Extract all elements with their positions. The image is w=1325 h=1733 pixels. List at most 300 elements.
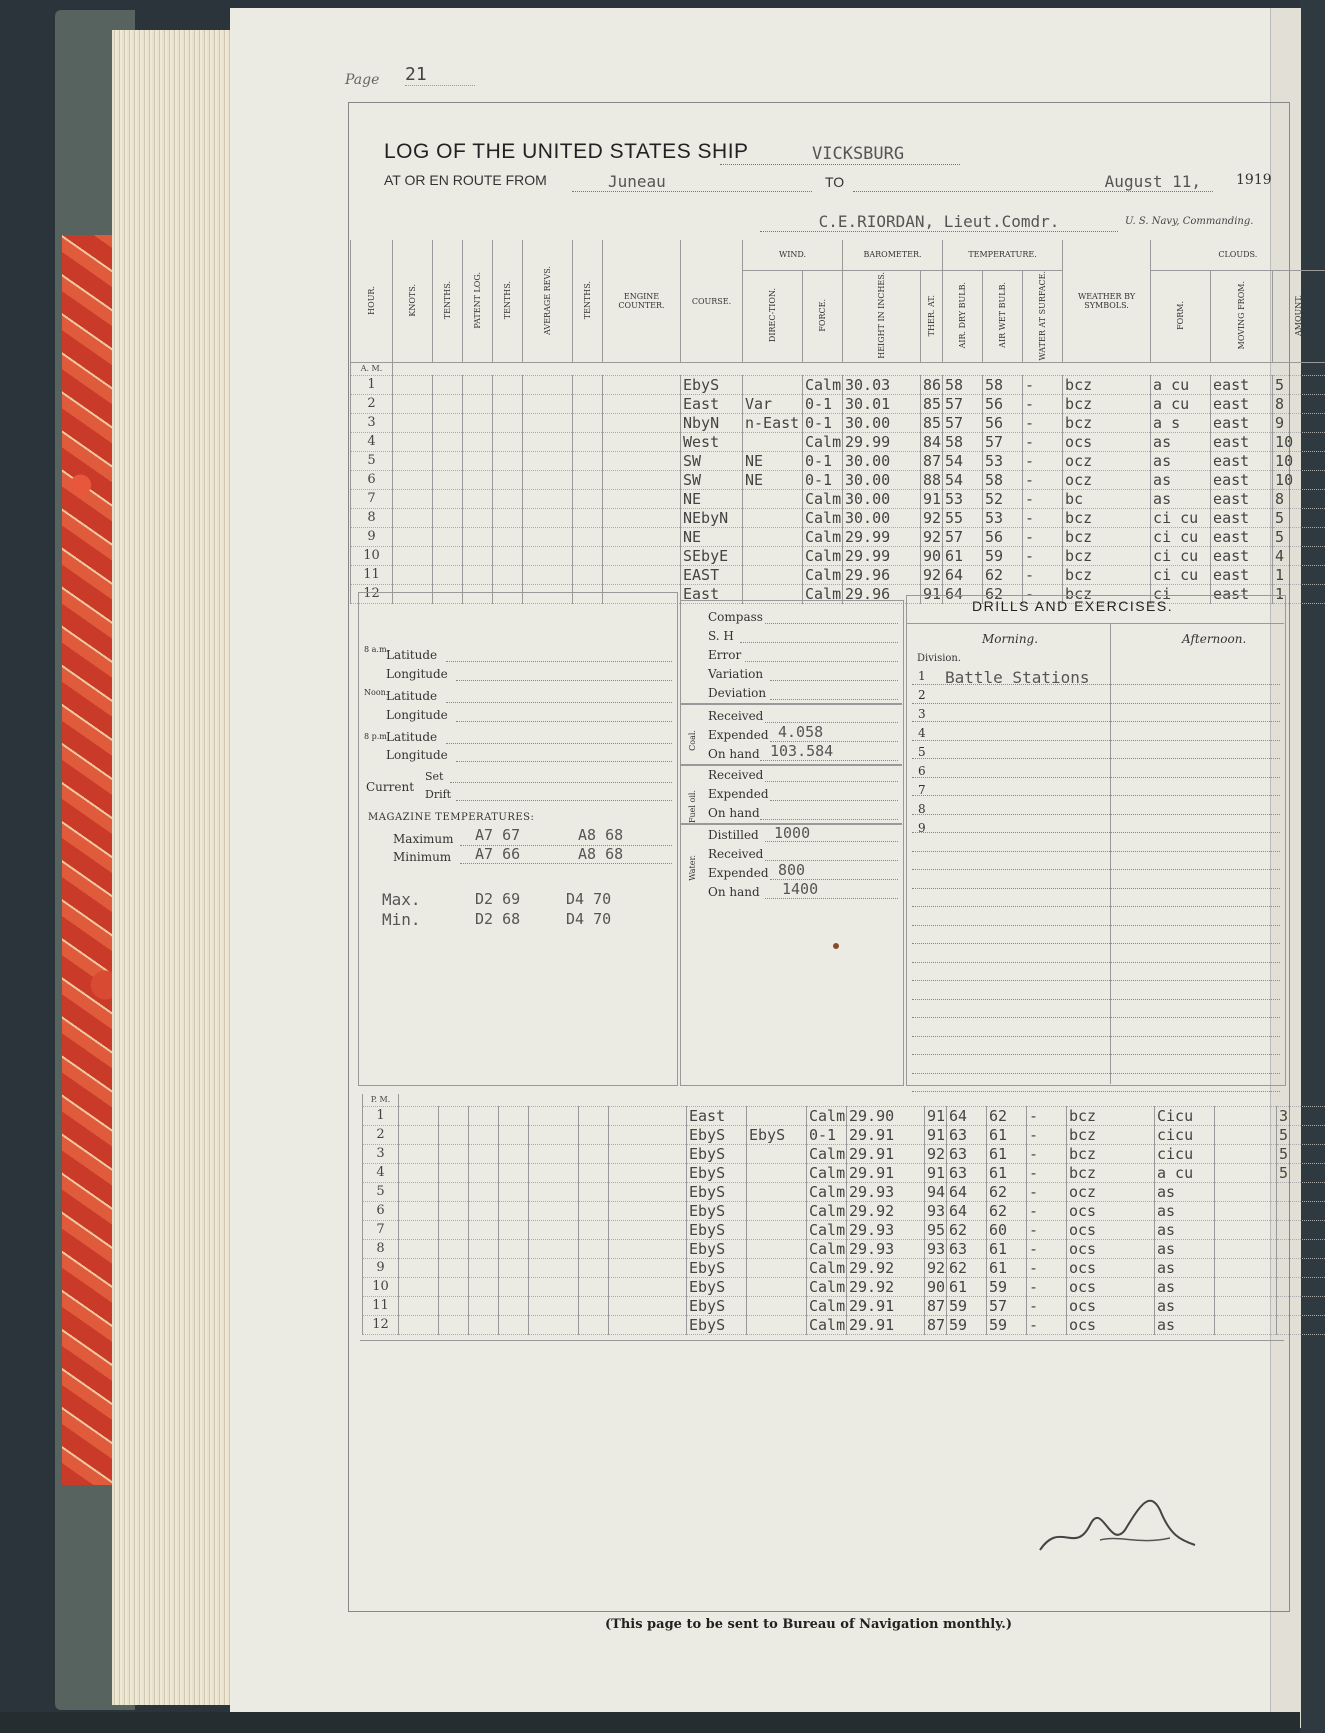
cell-wet: 56 — [983, 414, 1023, 433]
cell-empty — [393, 547, 433, 566]
cell-mov — [1215, 1164, 1277, 1183]
coal-expended-value: 4.058 — [778, 723, 824, 741]
magazine-min2-label: Min. — [382, 910, 421, 929]
cell-wet: 62 — [987, 1107, 1027, 1126]
footer-note: (This page to be sent to Bureau of Navigation monthly.) — [605, 1617, 1012, 1632]
cell-empty — [469, 1221, 499, 1240]
magazine-min2-d2: D2 68 — [475, 910, 521, 928]
cell-water: - — [1023, 585, 1063, 604]
cell-empty — [469, 1240, 499, 1259]
cell-dir: n-East — [743, 414, 803, 433]
col-tenths: TENTHS. — [443, 280, 452, 320]
cell-bar: 29.99 — [843, 547, 921, 566]
table-row — [363, 1221, 1325, 1240]
cell-dry: 64 — [947, 1202, 987, 1221]
cell-course: NE — [681, 490, 743, 509]
cell-mov: east — [1211, 433, 1273, 452]
cell-empty — [609, 1316, 687, 1335]
col-cloud-form: FORM. — [1176, 300, 1186, 330]
cell-wet: 57 — [987, 1297, 1027, 1316]
cell-empty — [463, 376, 493, 395]
cell-empty — [493, 376, 523, 395]
cell-wet: 62 — [983, 566, 1023, 585]
cell-amt — [1277, 1259, 1325, 1278]
cell-dry: 64 — [947, 1107, 987, 1126]
cell-empty — [433, 452, 463, 471]
cell-course: EbyS — [687, 1221, 747, 1240]
cell-dry: 62 — [947, 1221, 987, 1240]
route-label: AT OR EN ROUTE FROM — [384, 172, 547, 188]
cell-empty — [439, 1316, 469, 1335]
cell-force: Calm — [803, 566, 843, 585]
cell-empty — [573, 528, 603, 547]
cell-empty — [603, 490, 681, 509]
cell-wx: bcz — [1063, 566, 1151, 585]
cell-dir — [747, 1221, 807, 1240]
drills-title: DRILLS AND EXERCISES. — [972, 598, 1174, 614]
cell-form: ci cu — [1151, 566, 1211, 585]
cell-empty — [463, 547, 493, 566]
cell-empty — [603, 471, 681, 490]
cell-empty — [493, 566, 523, 585]
cell-course: East — [681, 395, 743, 414]
cell-ther: 87 — [925, 1297, 947, 1316]
cell-empty — [609, 1278, 687, 1297]
cell-amt — [1277, 1297, 1325, 1316]
cell-mov: east — [1211, 395, 1273, 414]
cell-h: 9 — [363, 1259, 399, 1278]
cell-empty — [399, 1259, 439, 1278]
table-row — [363, 1297, 1325, 1316]
water-distilled: Distilled — [708, 828, 759, 842]
cell-course: NEbyN — [681, 509, 743, 528]
cell-empty — [579, 1240, 609, 1259]
cell-empty — [529, 1240, 579, 1259]
cell-empty — [529, 1183, 579, 1202]
cell-dry: 55 — [943, 509, 983, 528]
col-water: WATER AT SURFACE. — [1038, 270, 1048, 361]
cell-empty — [523, 395, 573, 414]
cell-h: 2 — [363, 1126, 399, 1145]
cell-bar: 29.93 — [847, 1183, 925, 1202]
cell-form: ci cu — [1151, 509, 1211, 528]
col-air-dry: AIR. DRY BULB. — [958, 282, 968, 349]
cell-mov: east — [1211, 566, 1273, 585]
cell-course: EbyS — [687, 1278, 747, 1297]
cell-water: - — [1027, 1183, 1067, 1202]
pos-am-label: 8 a.m. — [364, 645, 390, 654]
magazine-max-a8: A8 68 — [578, 826, 624, 844]
col-knots: KNOTS. — [408, 283, 417, 317]
cell-dir — [743, 547, 803, 566]
cell-wx: bcz — [1063, 585, 1151, 604]
cell-dry: 59 — [947, 1316, 987, 1335]
magazine-min2-d4: D4 70 — [566, 910, 612, 928]
water-label: Water. — [688, 855, 697, 881]
cell-ther: 87 — [925, 1316, 947, 1335]
cell-empty — [433, 395, 463, 414]
route-from: Juneau — [572, 172, 812, 192]
cell-ther: 93 — [925, 1240, 947, 1259]
cell-amt: 10 — [1273, 452, 1325, 471]
cell-amt: 10 — [1273, 433, 1325, 452]
ship-name: VICKSBURG — [720, 144, 960, 165]
col-tenths-2: TENTHS. — [503, 280, 512, 320]
magazine-minimum: Minimum — [393, 850, 452, 864]
cell-empty — [609, 1126, 687, 1145]
cell-empty — [463, 414, 493, 433]
cell-empty — [523, 547, 573, 566]
water-expended-value: 800 — [778, 861, 806, 879]
cell-wx: bcz — [1063, 395, 1151, 414]
cell-h: 12 — [351, 585, 393, 604]
cell-water: - — [1023, 433, 1063, 452]
cell-empty — [603, 566, 681, 585]
cell-wet: 59 — [987, 1316, 1027, 1335]
cell-dry: 57 — [943, 395, 983, 414]
cell-ther: 90 — [925, 1278, 947, 1297]
cell-empty — [399, 1126, 439, 1145]
cell-amt: 8 — [1273, 395, 1325, 414]
cell-form: a cu — [1151, 376, 1211, 395]
cell-empty — [493, 471, 523, 490]
cell-amt: 4 — [1273, 547, 1325, 566]
cell-dry: 63 — [947, 1126, 987, 1145]
cell-h: 11 — [363, 1297, 399, 1316]
cell-form: as — [1151, 490, 1211, 509]
cell-mov — [1215, 1183, 1277, 1202]
cell-water: - — [1023, 528, 1063, 547]
cell-amt: 1 — [1273, 585, 1325, 604]
cell-ther: 92 — [921, 528, 943, 547]
cell-mov: east — [1211, 528, 1273, 547]
cell-water: - — [1027, 1316, 1067, 1335]
cell-wx: ocz — [1067, 1183, 1155, 1202]
cell-dir — [743, 433, 803, 452]
cell-force: Calm — [803, 509, 843, 528]
col-patent-log: PATENT LOG. — [473, 271, 482, 329]
cell-empty — [463, 566, 493, 585]
cell-force: Calm — [807, 1107, 847, 1126]
cell-empty — [399, 1164, 439, 1183]
cell-amt: 5 — [1273, 509, 1325, 528]
cell-dir: EbyS — [747, 1126, 807, 1145]
cell-mov: east — [1211, 376, 1273, 395]
cell-dry: 64 — [943, 566, 983, 585]
cell-force: 0-1 — [807, 1126, 847, 1145]
cell-empty — [609, 1164, 687, 1183]
cell-wx: ocs — [1067, 1259, 1155, 1278]
cell-wx: bcz — [1067, 1126, 1155, 1145]
drills-division: Division. — [917, 653, 962, 664]
cell-empty — [393, 452, 433, 471]
cell-amt — [1277, 1278, 1325, 1297]
signature — [1030, 1480, 1200, 1570]
cell-empty — [439, 1259, 469, 1278]
compass-deviation: Deviation — [708, 686, 767, 700]
cell-empty — [523, 452, 573, 471]
compass-variation: Variation — [708, 667, 764, 681]
cell-force: Calm — [803, 547, 843, 566]
cell-empty — [493, 395, 523, 414]
cell-wx: bcz — [1067, 1164, 1155, 1183]
pos-noon-longitude: Longitude — [386, 708, 448, 722]
cell-water: - — [1027, 1240, 1067, 1259]
cell-dry: 57 — [943, 414, 983, 433]
drill-number: 8 — [918, 802, 926, 816]
cell-water: - — [1027, 1297, 1067, 1316]
cell-h: 8 — [351, 509, 393, 528]
cell-empty — [433, 509, 463, 528]
cell-empty — [603, 528, 681, 547]
cell-empty — [469, 1183, 499, 1202]
cell-empty — [439, 1183, 469, 1202]
col-wind: WIND. — [743, 240, 843, 270]
cell-empty — [609, 1259, 687, 1278]
cell-empty — [439, 1240, 469, 1259]
col-tenths-3: TENTHS. — [583, 280, 592, 320]
cell-empty — [399, 1202, 439, 1221]
cell-empty — [499, 1297, 529, 1316]
cell-wet: 52 — [983, 490, 1023, 509]
cell-ther: 91 — [921, 490, 943, 509]
cell-ther: 94 — [925, 1183, 947, 1202]
cell-form: as — [1155, 1240, 1215, 1259]
cell-empty — [433, 528, 463, 547]
cell-course: EAST — [681, 566, 743, 585]
cell-empty — [523, 509, 573, 528]
cell-h: 1 — [363, 1107, 399, 1126]
cell-empty — [433, 433, 463, 452]
cell-dir — [747, 1240, 807, 1259]
cell-bar: 30.00 — [843, 471, 921, 490]
cell-empty — [463, 395, 493, 414]
fuel-on-hand: On hand — [708, 806, 760, 820]
cell-form: as — [1151, 471, 1211, 490]
cell-empty — [609, 1297, 687, 1316]
cell-empty — [433, 376, 463, 395]
cell-h: 7 — [351, 490, 393, 509]
cell-wet: 61 — [987, 1259, 1027, 1278]
cell-dry: 61 — [943, 547, 983, 566]
water-expended: Expended — [708, 866, 769, 880]
table-row — [363, 1316, 1325, 1335]
cell-form: as — [1151, 433, 1211, 452]
cell-empty — [463, 528, 493, 547]
drill-number: 2 — [918, 688, 926, 702]
cell-wx: ocs — [1067, 1297, 1155, 1316]
col-weather: WEATHER BY SYMBOLS. — [1063, 240, 1151, 363]
cell-amt: 5 — [1273, 376, 1325, 395]
cell-force: 0-1 — [803, 395, 843, 414]
cell-empty — [469, 1202, 499, 1221]
cell-form: as — [1155, 1183, 1215, 1202]
cell-dir — [747, 1259, 807, 1278]
cell-wet: 62 — [983, 585, 1023, 604]
cell-force: Calm — [807, 1297, 847, 1316]
cell-water: - — [1027, 1202, 1067, 1221]
cell-force: Calm — [807, 1278, 847, 1297]
cell-wx: ocs — [1067, 1221, 1155, 1240]
cell-course: EbyS — [687, 1202, 747, 1221]
cell-empty — [579, 1297, 609, 1316]
cell-empty — [439, 1145, 469, 1164]
cell-dir — [743, 566, 803, 585]
col-clouds: CLOUDS. — [1151, 240, 1325, 270]
cell-course: EbyS — [687, 1240, 747, 1259]
cell-water: - — [1023, 566, 1063, 585]
cell-wet: 62 — [987, 1202, 1027, 1221]
cell-force: 0-1 — [803, 452, 843, 471]
cell-course: EbyS — [687, 1164, 747, 1183]
cell-empty — [469, 1126, 499, 1145]
cell-empty — [523, 528, 573, 547]
cell-bar: 30.00 — [843, 490, 921, 509]
log-title: LOG OF THE UNITED STATES SHIP — [384, 140, 749, 163]
cell-h: 10 — [363, 1278, 399, 1297]
col-barometer: BAROMETER. — [843, 240, 943, 270]
cell-water: - — [1023, 509, 1063, 528]
cell-form: cicu — [1155, 1126, 1215, 1145]
current-drift: Drift — [425, 788, 452, 801]
cell-dir — [747, 1183, 807, 1202]
drill-number: 4 — [918, 726, 926, 740]
cell-empty — [573, 376, 603, 395]
am-label: A. M. — [351, 363, 393, 376]
cell-ther: 91 — [925, 1164, 947, 1183]
cell-h: 7 — [363, 1221, 399, 1240]
cell-h: 11 — [351, 566, 393, 585]
water-distilled-value: 1000 — [774, 824, 811, 842]
compass-label: Compass — [708, 610, 763, 624]
cell-empty — [573, 471, 603, 490]
cell-bar: 29.92 — [847, 1278, 925, 1297]
pos-am-longitude: Longitude — [386, 667, 448, 681]
cell-amt — [1277, 1221, 1325, 1240]
cell-wet: 56 — [983, 395, 1023, 414]
cell-empty — [603, 547, 681, 566]
compass-error: Error — [708, 648, 742, 662]
fuel-received: Received — [708, 768, 764, 782]
cell-dry: 61 — [947, 1278, 987, 1297]
cell-bar: 29.93 — [847, 1240, 925, 1259]
cell-water: - — [1027, 1259, 1067, 1278]
cell-wet: 59 — [987, 1278, 1027, 1297]
cell-empty — [579, 1183, 609, 1202]
col-temperature: TEMPERATURE. — [943, 240, 1063, 270]
cell-empty — [603, 433, 681, 452]
cell-course: EbyS — [687, 1316, 747, 1335]
cell-empty — [393, 433, 433, 452]
cell-water: - — [1027, 1164, 1067, 1183]
table-row — [363, 1202, 1325, 1221]
col-hour: HOUR. — [367, 285, 376, 315]
cell-empty — [439, 1297, 469, 1316]
drill-number: 1 — [918, 669, 926, 683]
cell-water: - — [1027, 1126, 1067, 1145]
cell-course: West — [681, 433, 743, 452]
cell-empty — [529, 1278, 579, 1297]
cell-empty — [523, 414, 573, 433]
cell-course: EbyS — [687, 1183, 747, 1202]
cell-empty — [493, 433, 523, 452]
cell-force: Calm — [803, 528, 843, 547]
cell-empty — [609, 1221, 687, 1240]
cell-empty — [439, 1202, 469, 1221]
cell-empty — [579, 1145, 609, 1164]
cell-empty — [579, 1202, 609, 1221]
cell-h: 6 — [351, 471, 393, 490]
cell-course: EbyS — [687, 1126, 747, 1145]
cell-bar: 29.93 — [847, 1221, 925, 1240]
cell-force: Calm — [807, 1221, 847, 1240]
cell-dry: 64 — [943, 585, 983, 604]
cell-empty — [393, 414, 433, 433]
drills-morning: Morning. — [982, 632, 1039, 646]
cell-empty — [603, 414, 681, 433]
cell-mov: east — [1211, 490, 1273, 509]
cell-mov — [1215, 1259, 1277, 1278]
water-on-hand: On hand — [708, 885, 760, 899]
cell-h: 4 — [351, 433, 393, 452]
cell-form: ci cu — [1151, 547, 1211, 566]
cell-form: as — [1155, 1202, 1215, 1221]
cell-empty — [523, 376, 573, 395]
cell-empty — [493, 547, 523, 566]
cell-water: - — [1027, 1145, 1067, 1164]
cell-empty — [573, 566, 603, 585]
cell-force: Calm — [807, 1145, 847, 1164]
cell-bar: 29.99 — [843, 433, 921, 452]
cell-force: Calm — [807, 1240, 847, 1259]
cell-dry: 59 — [947, 1297, 987, 1316]
cell-empty — [399, 1145, 439, 1164]
cell-dry: 54 — [943, 471, 983, 490]
cell-form: as — [1155, 1221, 1215, 1240]
cell-course: SW — [681, 452, 743, 471]
cell-ther: 91 — [921, 585, 943, 604]
magazine-min-a8: A8 68 — [578, 845, 624, 863]
cell-empty — [529, 1259, 579, 1278]
fuel-expended: Expended — [708, 787, 769, 801]
pos-pm-latitude: Latitude — [386, 730, 438, 744]
cell-dir — [747, 1297, 807, 1316]
cell-ther: 95 — [925, 1221, 947, 1240]
cell-force: Calm — [807, 1183, 847, 1202]
table-row — [363, 1183, 1325, 1202]
cell-empty — [573, 414, 603, 433]
cell-amt — [1277, 1202, 1325, 1221]
cell-dir: NE — [743, 471, 803, 490]
cell-water: - — [1023, 547, 1063, 566]
water-on-hand-value: 1400 — [782, 880, 819, 898]
cell-bar: 30.03 — [843, 376, 921, 395]
cell-empty — [433, 566, 463, 585]
cell-h: 9 — [351, 528, 393, 547]
drill-number: 6 — [918, 764, 926, 778]
cell-wx: ocs — [1067, 1316, 1155, 1335]
cell-empty — [469, 1145, 499, 1164]
cell-empty — [609, 1145, 687, 1164]
table-row — [363, 1259, 1325, 1278]
cell-amt — [1277, 1183, 1325, 1202]
cell-wx: ocs — [1063, 433, 1151, 452]
cell-water: - — [1023, 452, 1063, 471]
cell-force: Calm — [807, 1164, 847, 1183]
cell-wx: bcz — [1063, 376, 1151, 395]
magazine-max2-label: Max. — [382, 890, 421, 909]
cell-force: 0-1 — [803, 414, 843, 433]
